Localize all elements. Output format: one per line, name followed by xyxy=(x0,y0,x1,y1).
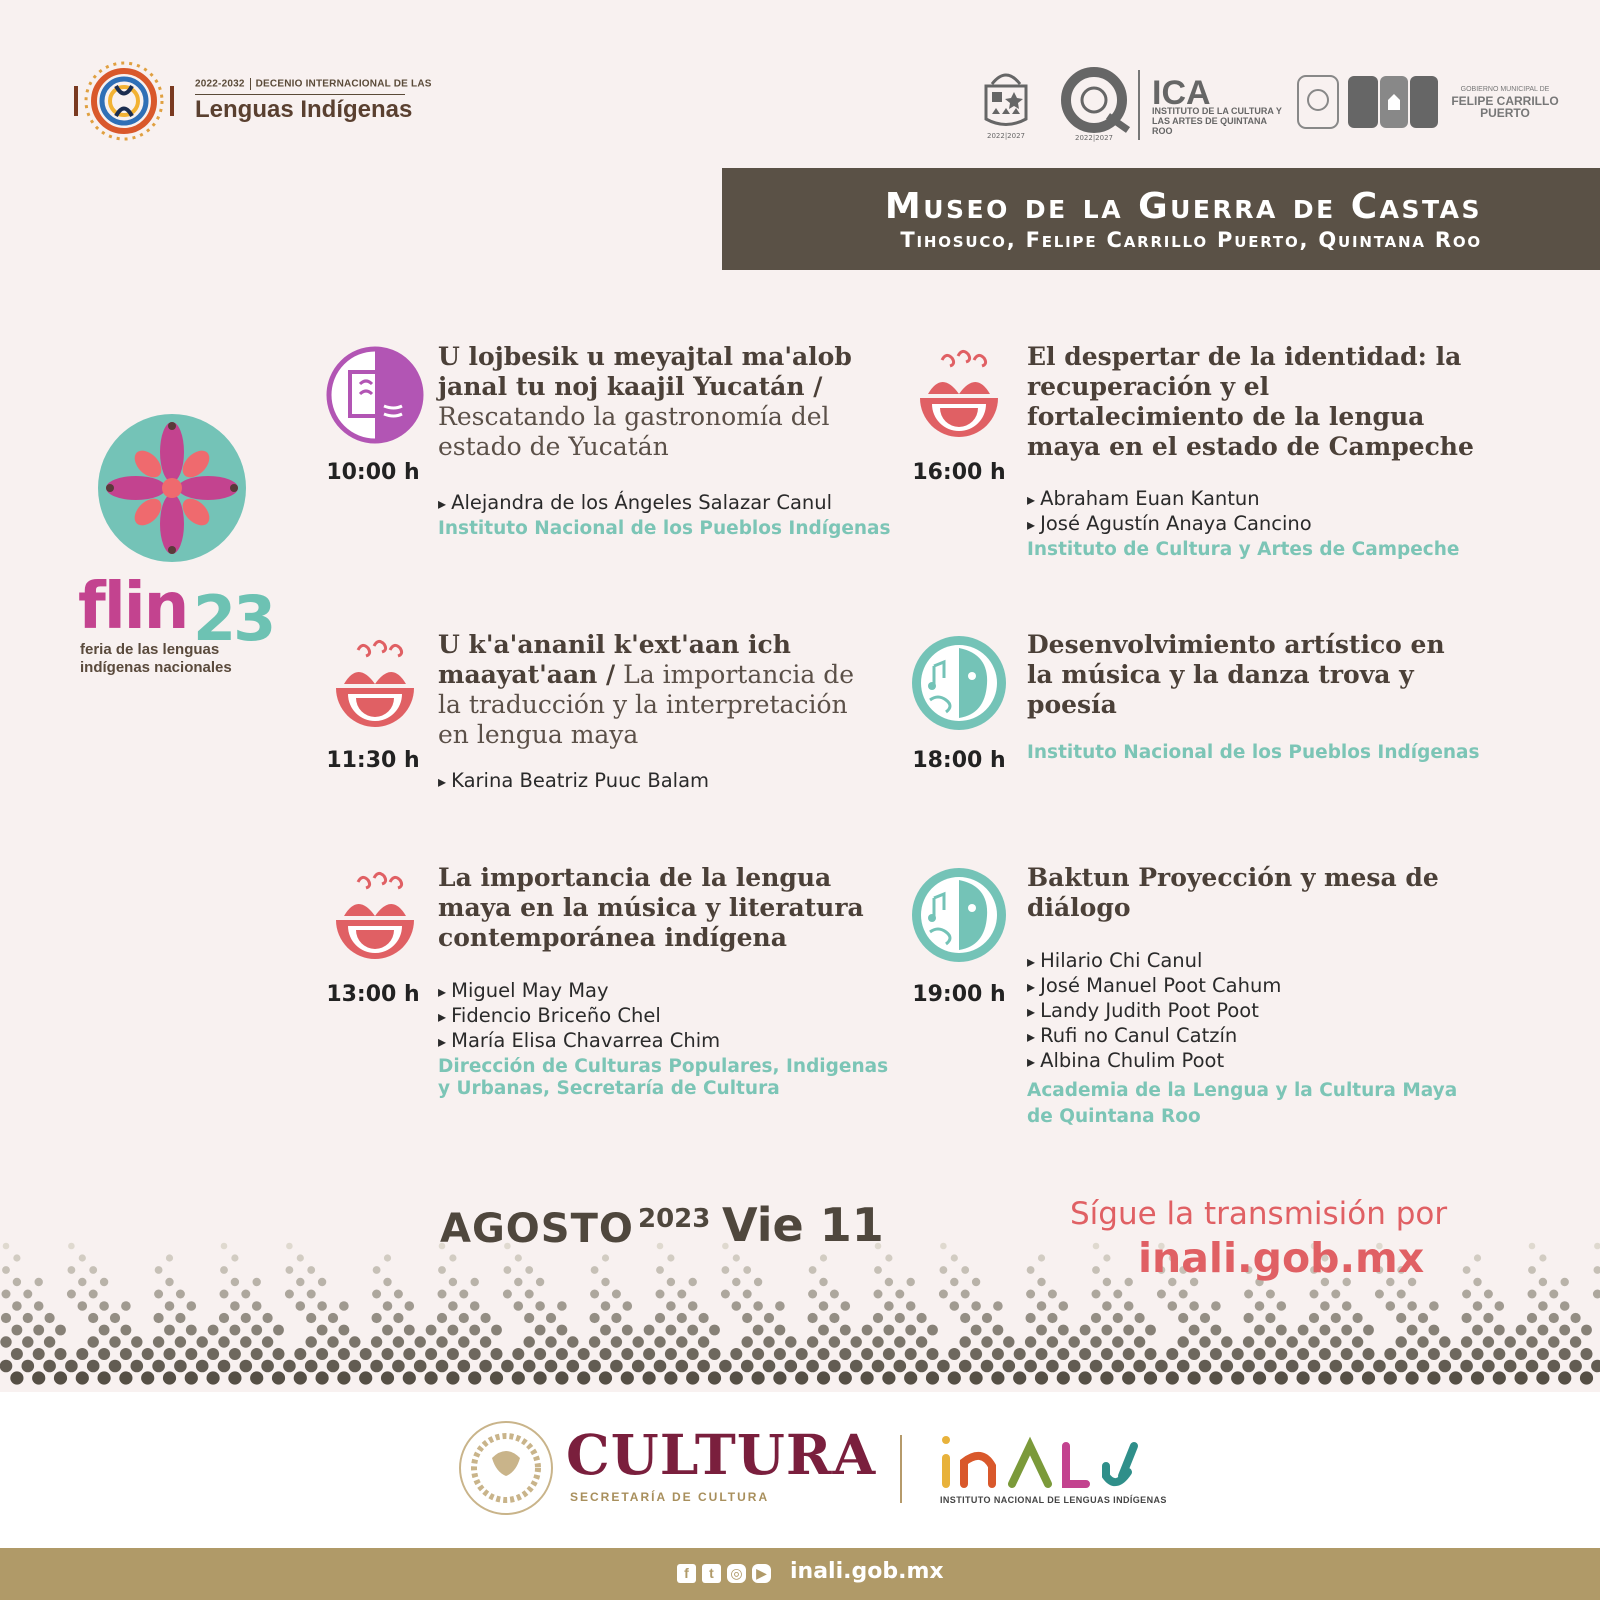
facebook-icon[interactable]: f xyxy=(677,1564,696,1583)
open-book-bowl-icon xyxy=(918,346,1000,450)
quintana-roo-shield-icon xyxy=(978,64,1034,142)
inali-subtitle: INSTITUTO NACIONAL DE LENGUAS INDÍGENAS xyxy=(940,1495,1167,1505)
event-speaker: ▸ Hilario Chi Canul xyxy=(1027,948,1202,974)
event-title: La importancia de la lengua maya en la música y literatura contemporánea indígena xyxy=(438,863,864,952)
cultura-subtitle: SECRETARÍA DE CULTURA xyxy=(570,1490,770,1504)
museum-title: Museo de la Guerra de Castas xyxy=(884,186,1482,227)
event-speaker: ▸ Karina Beatriz Puuc Balam xyxy=(438,768,709,794)
music-face-icon xyxy=(910,634,1008,732)
open-book-bowl-icon xyxy=(334,868,416,972)
decade-divider xyxy=(195,94,405,95)
event-speaker: ▸ José Manuel Poot Cahum xyxy=(1027,973,1281,999)
event-time: 13:00 h xyxy=(326,982,420,1007)
book-screen-icon xyxy=(326,346,424,444)
event-speaker: ▸ Miguel May May xyxy=(438,978,609,1004)
decade-years: 2022-2032 DECENIO INTERNACIONAL DE LAS xyxy=(195,78,432,90)
event-speaker: ▸ Albina Chulim Poot xyxy=(1027,1048,1224,1074)
event-speaker: ▸ Rufi no Canul Catzín xyxy=(1027,1023,1237,1049)
event-time: 18:00 h xyxy=(912,748,1006,773)
event-time: 10:00 h xyxy=(326,460,420,485)
music-face-icon xyxy=(910,866,1008,964)
event-institution: Academia de la Lengua y la Cultura Maya de Quintana Roo xyxy=(1027,1080,1458,1127)
event-speaker: ▸ Landy Judith Poot Poot xyxy=(1027,998,1259,1024)
date-year: 2023 xyxy=(638,1204,711,1234)
event-time: 19:00 h xyxy=(912,982,1006,1007)
youtube-icon[interactable]: ▶ xyxy=(752,1564,771,1583)
partner-divider xyxy=(1138,70,1140,140)
cultura-logo-text: CULTURA xyxy=(566,1422,877,1487)
event-speaker: ▸ Fidencio Briceño Chel xyxy=(438,1003,661,1029)
event-title: Baktun Proyección y mesa de diálogo xyxy=(1027,863,1439,922)
fcp-name: FELIPE CARRILLO PUERTO xyxy=(1451,94,1559,120)
event-speaker: ▸ José Agustín Anaya Cancino xyxy=(1027,511,1312,537)
footer-link[interactable]: inali.gob.mx xyxy=(790,1559,944,1584)
open-book-bowl-icon xyxy=(334,636,416,740)
event-institution: Instituto Nacional de los Pueblos Indígenas xyxy=(1027,742,1480,763)
svg-text:2022|2027: 2022|2027 xyxy=(987,132,1025,140)
decade-emblem-logo xyxy=(72,56,182,146)
flin-subtitle: feria de las lenguas indígenas nacionales xyxy=(80,641,232,676)
decade-title: Lenguas Indígenas xyxy=(195,96,413,123)
fcp-caption: GOBIERNO MUNICIPAL DE xyxy=(1460,86,1550,93)
inali-logo-icon xyxy=(938,1430,1144,1492)
flin-number: 23 xyxy=(193,582,274,655)
instagram-icon[interactable]: ◎ xyxy=(727,1564,746,1583)
municipal-shield-icon xyxy=(1296,70,1440,132)
flin-wordmark: flin xyxy=(78,570,188,644)
event-institution: Instituto de Cultura y Artes de Campeche xyxy=(1027,539,1460,560)
stream-label: Sígue la transmisión por xyxy=(1070,1196,1448,1232)
sponsor-divider xyxy=(900,1435,902,1503)
stream-link[interactable]: inali.gob.mx xyxy=(1138,1234,1425,1282)
ica-subtitle: INSTITUTO DE LA CULTURA Y LAS ARTES DE QUINTANA ROO xyxy=(1152,106,1282,136)
ica-logo-text: ICA xyxy=(1152,74,1211,112)
svg-text:2022|2027: 2022|2027 xyxy=(1075,134,1113,142)
event-speaker: ▸ Alejandra de los Ángeles Salazar Canul xyxy=(438,490,832,516)
event-speaker: ▸ María Elisa Chavarrea Chim xyxy=(438,1028,720,1054)
flin-flower-icon xyxy=(96,412,248,564)
event-time: 11:30 h xyxy=(326,748,420,773)
event-title: Desenvolvimiento artístico en la música y la danza trova y poesía xyxy=(1027,630,1445,719)
event-time: 16:00 h xyxy=(912,460,1006,485)
date-month: AGOSTO xyxy=(440,1206,634,1252)
date-day: Vie 11 xyxy=(722,1198,884,1252)
event-title: El despertar de la identidad: la recuperación y el fortalecimiento de la lengua maya en el estado de Campeche xyxy=(1027,342,1474,461)
museum-location: Tihosuco, Felipe Carrillo Puerto, Quintana Roo xyxy=(900,228,1482,252)
event-speaker: ▸ Abraham Euan Kantun xyxy=(1027,486,1260,512)
event-title: U lojbesik u meyajtal ma'alob janal tu noj kaajil Yucatán / Rescatando la gastronomía del estado de Yucatán xyxy=(438,342,852,461)
event-title: U k'a'ananil k'ext'aan ich maayat'aan / La importancia de la traducción y la interpretación en lengua maya xyxy=(438,630,854,749)
twitter-icon[interactable]: t xyxy=(702,1564,721,1583)
mexico-seal-icon xyxy=(456,1418,556,1518)
event-institution: Instituto Nacional de los Pueblos Indígenas xyxy=(438,518,891,539)
event-institution: Dirección de Culturas Populares, Indigenas y Urbanas, Secretaría de Cultura xyxy=(438,1056,889,1099)
qroo-q-logo-icon xyxy=(1058,66,1136,142)
